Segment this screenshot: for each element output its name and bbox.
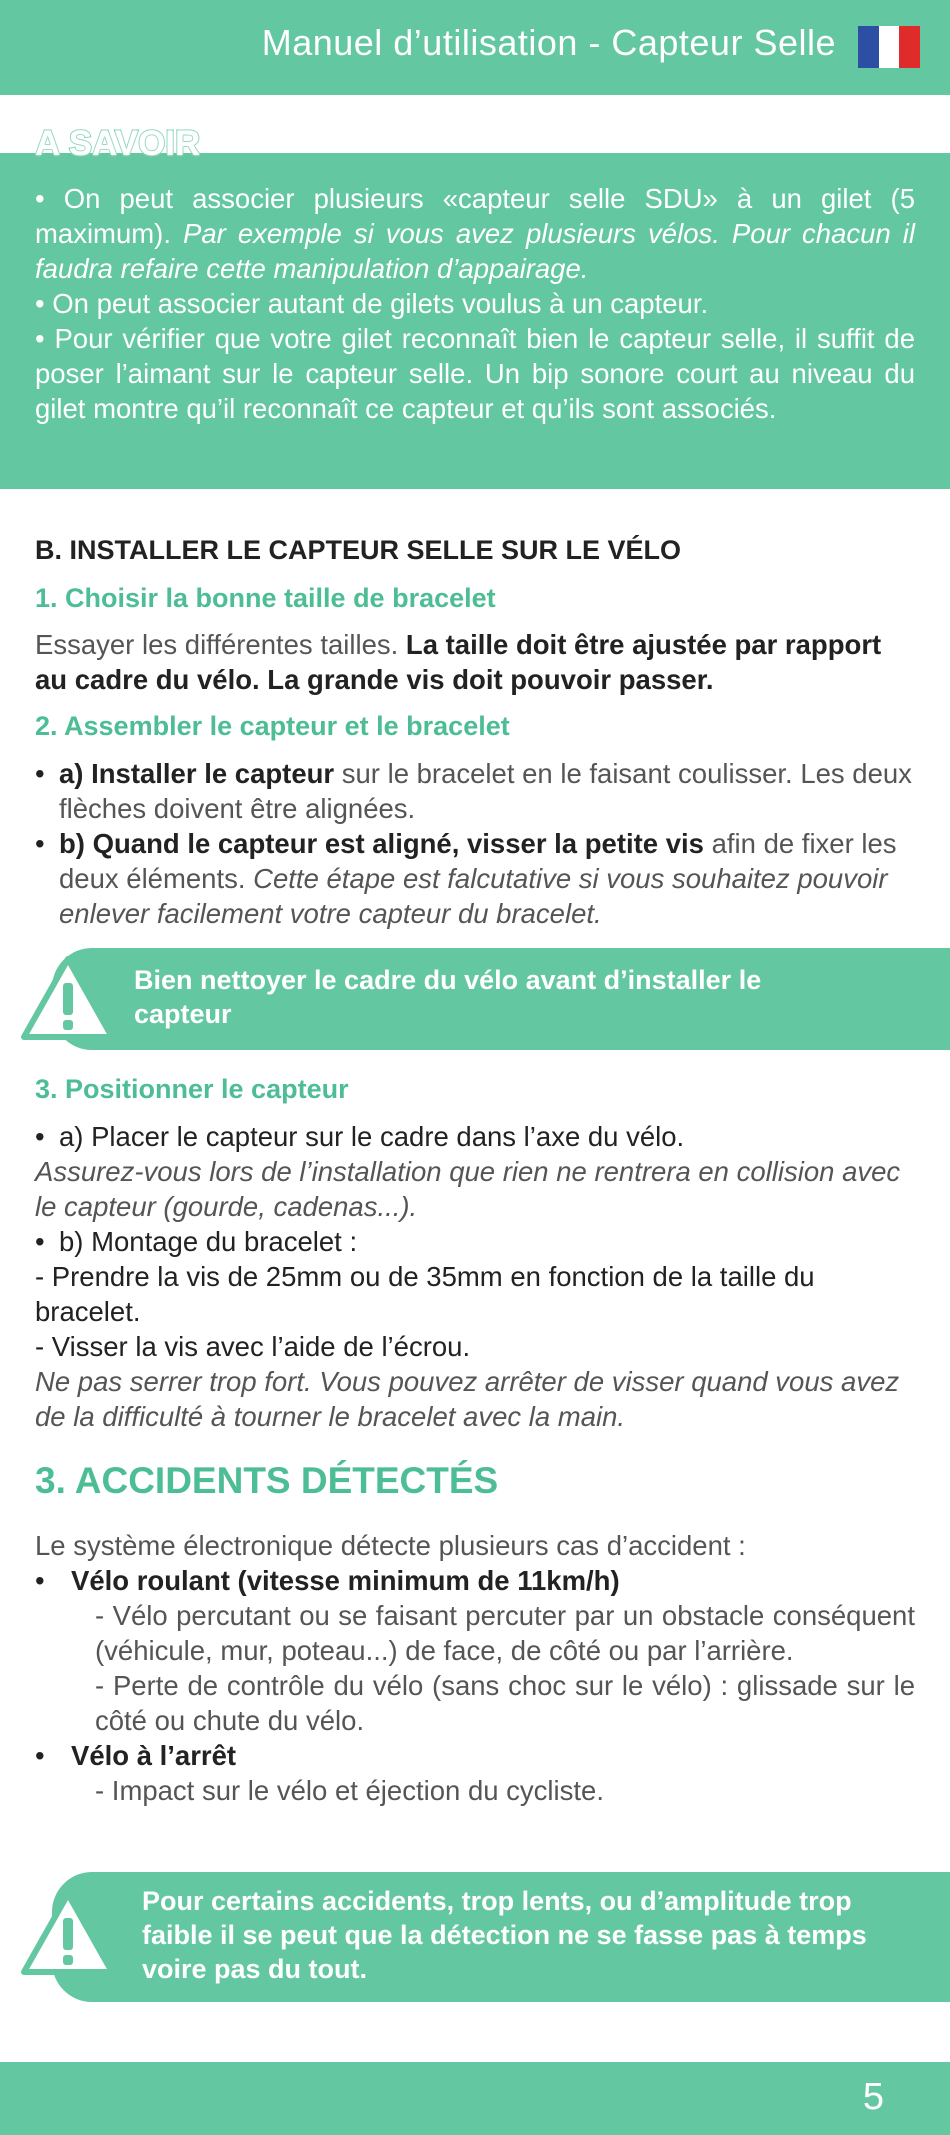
page-header — [0, 0, 950, 95]
page-number: 5 — [862, 2076, 884, 2118]
a-savoir-title: A SAVOIR — [35, 124, 201, 163]
list-item: • a) Placer le capteur sur le cadre dans l’axe du vélo. — [35, 1121, 685, 1152]
list-item: • Vélo à l’arrêt — [35, 1740, 237, 1771]
step2-a-strong: a) Installer le capteur — [59, 758, 335, 789]
accident-case2-item1: - Impact sur le vélo et éjection du cycliste. — [95, 1775, 604, 1806]
accident-case1-title: Vélo roulant (vitesse minimum de 11km/h) — [71, 1565, 620, 1596]
warning-text-clean: Bien nettoyer le cadre du vélo avant d’installer le capteur — [134, 965, 762, 1029]
accidents-text — [35, 1528, 915, 1808]
step3-italic-end: Ne pas serrer trop fort. Vous pouvez arrêter de visser quand vous avez de la difficulté à tourner le bracelet avec la main. — [35, 1366, 900, 1432]
warning-icon — [18, 1888, 118, 1980]
step1-text-strong: La taille doit être ajustée par rapport au cadre du vélo. La grande vis doit pouvoir passer. — [35, 629, 882, 695]
list-item: • a) Installer le capteur sur le bracelet en le faisant coulisser. Les deux flèches doivent être alignées. — [35, 758, 912, 824]
step2-b-normal: afin de fixer les deux éléments. — [59, 828, 897, 894]
accidents-intro: Le système électronique détecte plusieurs cas d’accident : — [35, 1530, 746, 1561]
list-item: • b) Montage du bracelet : — [35, 1226, 358, 1257]
list-item: • Vélo roulant (vitesse minimum de 11km/h) — [35, 1565, 620, 1596]
warning-icon — [18, 953, 118, 1045]
section-b-title: B. INSTALLER LE CAPTEUR SELLE SUR LE VÉLO — [35, 535, 682, 565]
accident-case1-item1: - Vélo percutant ou se faisant percuter par un obstacle conséquent (véhicule, mur, poteau...) de face, de côté ou par l’arrière. — [95, 1600, 915, 1666]
savoir-p1-italic: Par exemple si vous avez plusieurs vélos. Pour chacun il faudra refaire cette manipulation d’appairage. — [35, 218, 915, 284]
step3-line2: - Visser la vis avec l’aide de l’écrou. — [35, 1331, 471, 1362]
step1-text-normal: Essayer les différentes tailles. — [35, 629, 406, 660]
step3-b: b) Montage du bracelet : — [59, 1226, 358, 1257]
savoir-p3: • Pour vérifier que votre gilet reconnaît bien le capteur selle, il suffit de poser l’aimant sur le capteur selle. Un bip sonore court au niveau du gilet montre qu’il reconnaît ce capteur et qu’ils sont associés. — [35, 323, 915, 424]
accident-case1-item2: - Perte de contrôle du vélo (sans choc sur le vélo) : glissade sur le côté ou chute du vélo. — [95, 1670, 915, 1736]
header-title: Manuel d’utilisation - Capteur Selle — [261, 22, 836, 63]
savoir-p1-normal: • On peut associer plusieurs «capteur selle SDU» à un gilet (5 maximum). — [35, 183, 915, 249]
step2-b-strong: b) Quand le capteur est aligné, visser la petite vis — [59, 828, 704, 859]
france-flag-icon — [858, 26, 920, 68]
page-footer — [0, 2062, 950, 2135]
a-savoir-text — [35, 181, 915, 426]
step3-text — [35, 1119, 915, 1434]
step1-text — [35, 627, 915, 697]
accident-case2-title: Vélo à l’arrêt — [71, 1740, 237, 1771]
step2-list — [35, 756, 915, 931]
step3-a-italic: Assurez-vous lors de l’installation que rien ne rentrera en collision avec le capteur (gourde, cadenas...). — [35, 1156, 901, 1222]
step1-title: 1. Choisir la bonne taille de bracelet — [35, 583, 496, 613]
step3-a: a) Placer le capteur sur le cadre dans l’axe du vélo. — [59, 1121, 685, 1152]
list-item: • b) Quand le capteur est aligné, visser la petite vis afin de fixer les deux éléments. Cette étape est falcutative si vous souhaitez pouvoir enlever facilement votre capteur du bracelet. — [35, 828, 897, 929]
step3-line1: - Prendre la vis de 25mm ou de 35mm en fonction de la taille du bracelet. — [35, 1261, 815, 1327]
step3-title: 3. Positionner le capteur — [35, 1074, 349, 1104]
savoir-p2: • On peut associer autant de gilets voulus à un capteur. — [35, 288, 709, 319]
warning-text-detection: Pour certains accidents, trop lents, ou d’amplitude trop faible il se peut que la détection ne se fasse pas à temps voire pas du tout. — [142, 1886, 867, 1984]
step2-b-italic: Cette étape est falcutative si vous souhaitez pouvoir enlever facilement votre capteur du bracelet. — [59, 863, 888, 929]
step2-a-normal: sur le bracelet en le faisant coulisser. Les deux flèches doivent être alignées. — [59, 758, 912, 824]
accidents-title: 3. ACCIDENTS DÉTECTÉS — [35, 1460, 499, 1501]
step2-title: 2. Assembler le capteur et le bracelet — [35, 711, 510, 741]
